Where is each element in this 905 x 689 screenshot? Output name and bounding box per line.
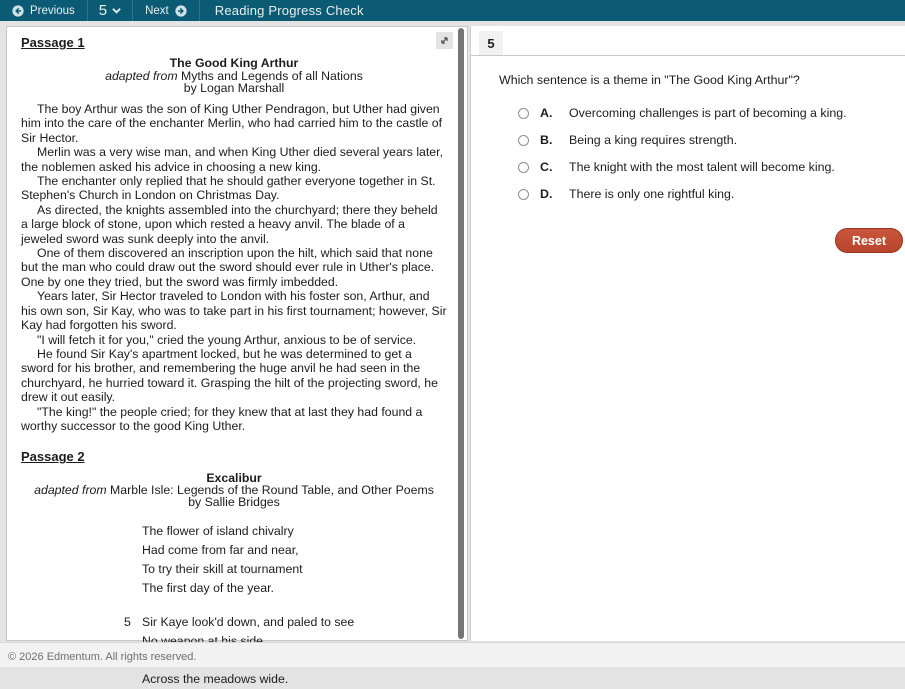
page-title: Reading Progress Check	[214, 3, 364, 18]
passage2-source-prefix: adapted from	[34, 482, 107, 497]
answer-options	[518, 106, 905, 201]
question-header	[471, 26, 905, 56]
copyright-text: © 2026 Edmentum. All rights reserved.	[8, 651, 197, 663]
expand-icon	[439, 35, 450, 46]
passage-paragraph: As directed, the knights assembled into the churchyard; there they beheld a large block of stone, upon which rested a heavy anvil. The blade of a jeweled sword was sunk deeply into the anvil.	[21, 202, 438, 246]
passage2-titleblock	[21, 472, 447, 509]
previous-button[interactable]	[0, 0, 88, 21]
passage-paragraph: "The king!" the people cried; for they knew that at last they had found a worthy successor to the good King Uther.	[21, 404, 423, 433]
answer-option-d[interactable]	[518, 187, 905, 201]
passage2-title: Excalibur	[206, 470, 262, 485]
passage1-source	[21, 70, 447, 82]
passage2-heading: Passage 2	[21, 449, 85, 465]
poem-line: The flower of island chivalry	[142, 524, 294, 539]
passage2-source-title: Marble Isle: Legends of the Round Table, and Other Poems	[110, 482, 434, 497]
passage-paragraph: The enchanter only replied that he should gather everyone together in St. Stephen's Church in London on Christmas Day.	[21, 174, 436, 203]
answer-option-b[interactable]	[518, 133, 905, 147]
passage1-source-title: Myths and Legends of all Nations	[181, 68, 363, 83]
option-text: Overcoming challenges is part of becoming a king.	[569, 106, 847, 120]
passage1-titleblock	[21, 57, 447, 94]
option-text: There is only one rightful king.	[569, 187, 735, 201]
next-label: Next	[145, 4, 169, 17]
poem-line: To try their skill at tournament	[142, 562, 303, 577]
passage-paragraph: The boy Arthur was the son of King Uther Pendragon, but Uther had given him into the care of the enchanter Merlin, who had carried him to the castle of Sir Hector.	[21, 102, 443, 145]
passage1-title: The Good King Arthur	[169, 56, 299, 71]
radio-button[interactable]	[518, 189, 529, 200]
question-panel	[470, 26, 905, 641]
expand-button[interactable]	[436, 32, 453, 49]
radio-button[interactable]	[518, 108, 529, 119]
option-letter: B.	[540, 133, 553, 147]
poem-line: Had come from far and near,	[142, 543, 299, 558]
passage-paragraph: One of them discovered an inscription upon the hilt, which said that none but the man who could draw out the sword should ever rule in Uther's place. One by one they tried, but the sword was firmly imbedded.	[21, 246, 435, 289]
passage-paragraph: He found Sir Kay's apartment locked, but he was determined to get a sword for his brother, and remembering the huge anvil he had seen in the churchyard, he hurried toward it. Grasping the hilt of the projecting sword, he drew it out easily.	[21, 346, 438, 405]
option-letter: C.	[540, 160, 553, 174]
answer-option-a[interactable]	[518, 106, 905, 120]
option-letter: D.	[540, 187, 553, 201]
next-button[interactable]	[133, 0, 200, 21]
poem-line: Across the meadows wide.	[142, 672, 289, 687]
passage-scrollbar-thumb[interactable]	[458, 28, 464, 639]
question-body	[471, 56, 905, 201]
poem-stanza-1	[142, 522, 447, 598]
radio-button[interactable]	[518, 135, 529, 146]
previous-label: Previous	[30, 4, 75, 17]
question-prompt: Which sentence is a theme in "The Good King Arthur"?	[499, 73, 800, 87]
poem-line: Sir Kaye look'd down, and paled to see	[142, 615, 355, 630]
passage1-byline: by Logan Marshall	[183, 80, 285, 95]
passage-paragraph: "I will fetch it for you," cried the young Arthur, anxious to be of service.	[37, 332, 417, 347]
arrow-circle-left-icon	[12, 5, 24, 17]
passage1-source-prefix: adapted from	[105, 68, 178, 83]
poem-line: The first day of the year.	[142, 581, 274, 596]
chevron-down-icon	[112, 7, 121, 14]
question-number-dropdown[interactable]	[88, 0, 133, 21]
footer	[0, 642, 905, 667]
top-navbar	[0, 0, 905, 21]
radio-button[interactable]	[518, 162, 529, 173]
passage1-heading: Passage 1	[21, 35, 85, 50]
question-number-tab[interactable]: 5	[479, 31, 503, 55]
answer-option-c[interactable]	[518, 160, 905, 174]
option-letter: A.	[540, 106, 553, 120]
option-text: Being a king requires strength.	[569, 133, 738, 147]
passage-paragraph: Years later, Sir Hector traveled to London with his foster son, Arthur, and his own son, Sir Kay, who was to take part in his first tournament; however, Sir Kay had forgotten his sword.	[21, 289, 447, 333]
poem-line-number: 5	[124, 615, 131, 630]
option-text: The knight with the most talent will become king.	[569, 160, 835, 174]
reset-button[interactable]: Reset	[835, 228, 903, 253]
question-number-value: 5	[98, 2, 108, 19]
passage2-byline: by Sallie Bridges	[188, 495, 280, 510]
arrow-circle-right-icon	[175, 5, 187, 17]
passage-paragraph: Merlin was a very wise man, and when King Uther died several years later, the noblemen asked his advice in choosing a new king.	[21, 145, 443, 174]
